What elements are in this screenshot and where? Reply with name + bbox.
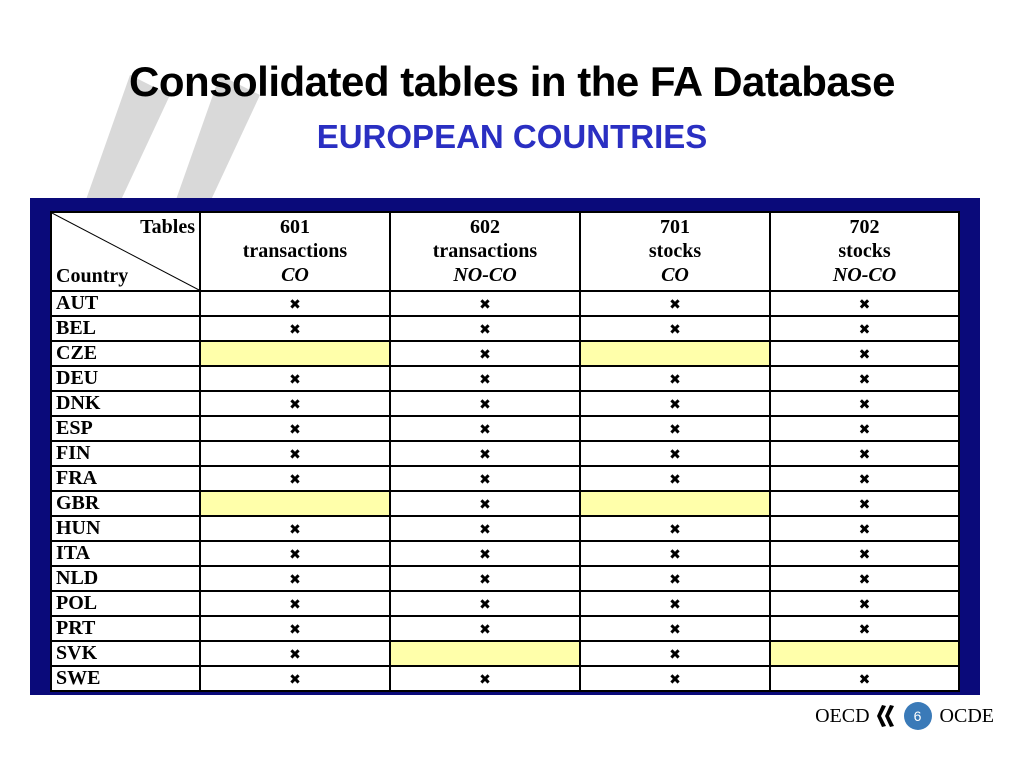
availability-cell [580,291,770,316]
column-basis: CO [281,264,309,286]
availability-cell [770,616,959,641]
availability-cell [200,316,390,341]
cross-mark-icon: ✖ [289,597,301,613]
cross-mark-icon: ✖ [479,672,491,688]
availability-cell [200,516,390,541]
country-cell: NLD [51,566,200,591]
cross-mark-icon: ✖ [289,572,301,588]
footer-ocde-label: OCDE [939,704,994,727]
table-row [51,666,959,691]
cross-mark-icon: ✖ [858,497,871,513]
cross-mark-icon: ✖ [289,547,301,563]
availability-cell [770,366,959,391]
availability-cell [390,666,580,691]
cross-mark-icon: ✖ [289,297,301,313]
consolidated-tables-grid [50,211,960,692]
cross-mark-icon: ✖ [479,622,491,638]
table-row [51,616,959,641]
column-header-701 [580,212,770,291]
page-title: Consolidated tables in the FA Database [129,58,895,105]
availability-cell [580,466,770,491]
availability-cell [580,391,770,416]
availability-cell [580,516,770,541]
cross-mark-icon: ✖ [669,472,681,488]
availability-cell [580,566,770,591]
table-row [51,466,959,491]
availability-cell [770,391,959,416]
availability-cell [770,341,959,366]
availability-cell [580,541,770,566]
availability-cell [200,416,390,441]
cross-mark-icon: ✖ [289,672,301,688]
cross-mark-icon: ✖ [669,547,681,563]
footer [815,702,994,730]
cross-mark-icon: ✖ [669,647,681,663]
table-row [51,541,959,566]
column-kind: transactions [242,240,348,262]
availability-cell [580,616,770,641]
availability-cell [390,366,580,391]
table-row [51,391,959,416]
page-number-badge: 6 [904,702,932,730]
availability-cell [200,441,390,466]
corner-tables-label: Tables [140,216,195,238]
cross-mark-icon: ✖ [289,422,301,438]
availability-cell [770,416,959,441]
column-code: 702 [849,216,880,238]
cross-mark-icon: ✖ [479,522,491,538]
availability-cell [770,316,959,341]
cross-mark-icon: ✖ [858,522,871,538]
column-code: 601 [280,216,310,238]
cross-mark-icon: ✖ [479,297,491,313]
cross-mark-icon: ✖ [289,322,301,338]
cross-mark-icon: ✖ [479,372,491,388]
cross-mark-icon: ✖ [479,322,491,338]
availability-cell [390,616,580,641]
country-cell: FIN [51,441,200,466]
cross-mark-icon: ✖ [479,547,491,563]
cross-mark-icon: ✖ [669,422,681,438]
availability-cell [200,591,390,616]
availability-cell [200,291,390,316]
column-header-702 [770,212,959,291]
availability-cell [390,566,580,591]
table-row [51,441,959,466]
cross-mark-icon: ✖ [858,297,871,313]
cross-mark-icon: ✖ [289,472,301,488]
cross-mark-icon: ✖ [669,572,681,588]
availability-cell [770,491,959,516]
unavailable-cell [200,341,390,366]
cross-mark-icon: ✖ [479,497,491,513]
availability-cell [390,441,580,466]
availability-cell [770,666,959,691]
column-kind: stocks [838,240,891,262]
cross-mark-icon: ✖ [858,322,871,338]
availability-cell [200,641,390,666]
availability-cell [580,591,770,616]
availability-cell [390,316,580,341]
country-cell: DNK [51,391,200,416]
availability-cell [390,416,580,441]
availability-cell [200,616,390,641]
unavailable-cell [390,641,580,666]
cross-mark-icon: ✖ [289,372,301,388]
column-kind: transactions [432,240,538,262]
cross-mark-icon: ✖ [858,397,871,413]
country-cell: SVK [51,641,200,666]
table-row [51,341,959,366]
availability-cell [200,566,390,591]
availability-cell [200,541,390,566]
country-cell: DEU [51,366,200,391]
cross-mark-icon: ✖ [858,572,871,588]
availability-cell [390,291,580,316]
availability-cell [390,341,580,366]
cross-mark-icon: ✖ [669,447,681,463]
table-row [51,491,959,516]
availability-cell [200,666,390,691]
cross-mark-icon: ✖ [858,622,871,638]
cross-mark-icon: ✖ [858,347,871,363]
availability-cell [390,541,580,566]
corner-header [51,212,200,291]
country-cell: HUN [51,516,200,541]
cross-mark-icon: ✖ [669,622,681,638]
unavailable-cell [770,641,959,666]
cross-mark-icon: ✖ [479,397,491,413]
availability-cell [770,591,959,616]
unavailable-cell [200,491,390,516]
cross-mark-icon: ✖ [858,472,871,488]
column-basis: NO-CO [453,264,517,286]
table-row [51,416,959,441]
cross-mark-icon: ✖ [858,422,871,438]
availability-cell [390,591,580,616]
availability-cell [200,366,390,391]
availability-cell [770,541,959,566]
cross-mark-icon: ✖ [669,522,681,538]
unavailable-cell [580,341,770,366]
country-cell: BEL [51,316,200,341]
column-code: 602 [470,216,500,238]
cross-mark-icon: ✖ [669,297,681,313]
availability-cell [390,491,580,516]
footer-oecd-label: OECD [815,704,870,727]
table-row [51,316,959,341]
availability-cell [770,291,959,316]
availability-cell [770,516,959,541]
availability-cell [580,441,770,466]
availability-cell [580,316,770,341]
cross-mark-icon: ✖ [479,572,491,588]
country-cell: CZE [51,341,200,366]
cross-mark-icon: ✖ [479,347,491,363]
country-cell: FRA [51,466,200,491]
table-row [51,516,959,541]
availability-cell [200,391,390,416]
cross-mark-icon: ✖ [669,672,681,688]
table-body [51,291,959,691]
column-header-601 [200,212,390,291]
column-basis: CO [661,264,689,286]
country-cell: GBR [51,491,200,516]
cross-mark-icon: ✖ [479,422,491,438]
cross-mark-icon: ✖ [289,622,301,638]
cross-mark-icon: ✖ [669,397,681,413]
availability-cell [390,391,580,416]
availability-cell [390,466,580,491]
cross-mark-icon: ✖ [858,597,871,613]
availability-cell [770,566,959,591]
cross-mark-icon: ✖ [858,447,871,463]
availability-cell [770,441,959,466]
column-kind: stocks [648,240,702,262]
cross-mark-icon: ✖ [858,372,871,388]
cross-mark-icon: ✖ [479,597,491,613]
cross-mark-icon: ✖ [479,472,491,488]
cross-mark-icon: ✖ [289,447,301,463]
cross-mark-icon: ✖ [669,372,681,388]
country-cell: SWE [51,666,200,691]
country-cell: PRT [51,616,200,641]
column-header-602 [390,212,580,291]
availability-cell [580,641,770,666]
unavailable-cell [580,491,770,516]
column-basis: NO-CO [832,264,897,286]
country-cell: POL [51,591,200,616]
country-cell: AUT [51,291,200,316]
table-row [51,591,959,616]
column-code: 701 [660,216,690,238]
availability-cell [200,466,390,491]
corner-country-label: Country [56,265,129,287]
page-subtitle: EUROPEAN COUNTRIES [316,118,708,155]
table-row [51,641,959,666]
country-cell: ITA [51,541,200,566]
cross-mark-icon: ✖ [289,647,301,663]
header-row [51,212,959,291]
table-row [51,366,959,391]
table-row [51,291,959,316]
cross-mark-icon: ✖ [858,547,871,563]
table-row [51,566,959,591]
availability-cell [580,666,770,691]
cross-mark-icon: ✖ [858,672,871,688]
availability-cell [770,466,959,491]
country-cell: ESP [51,416,200,441]
oecd-logo-icon [874,703,900,729]
cross-mark-icon: ✖ [479,447,491,463]
cross-mark-icon: ✖ [669,322,681,338]
cross-mark-icon: ✖ [289,397,301,413]
availability-cell [390,516,580,541]
cross-mark-icon: ✖ [289,522,301,538]
availability-cell [580,416,770,441]
cross-mark-icon: ✖ [669,597,681,613]
availability-cell [580,366,770,391]
